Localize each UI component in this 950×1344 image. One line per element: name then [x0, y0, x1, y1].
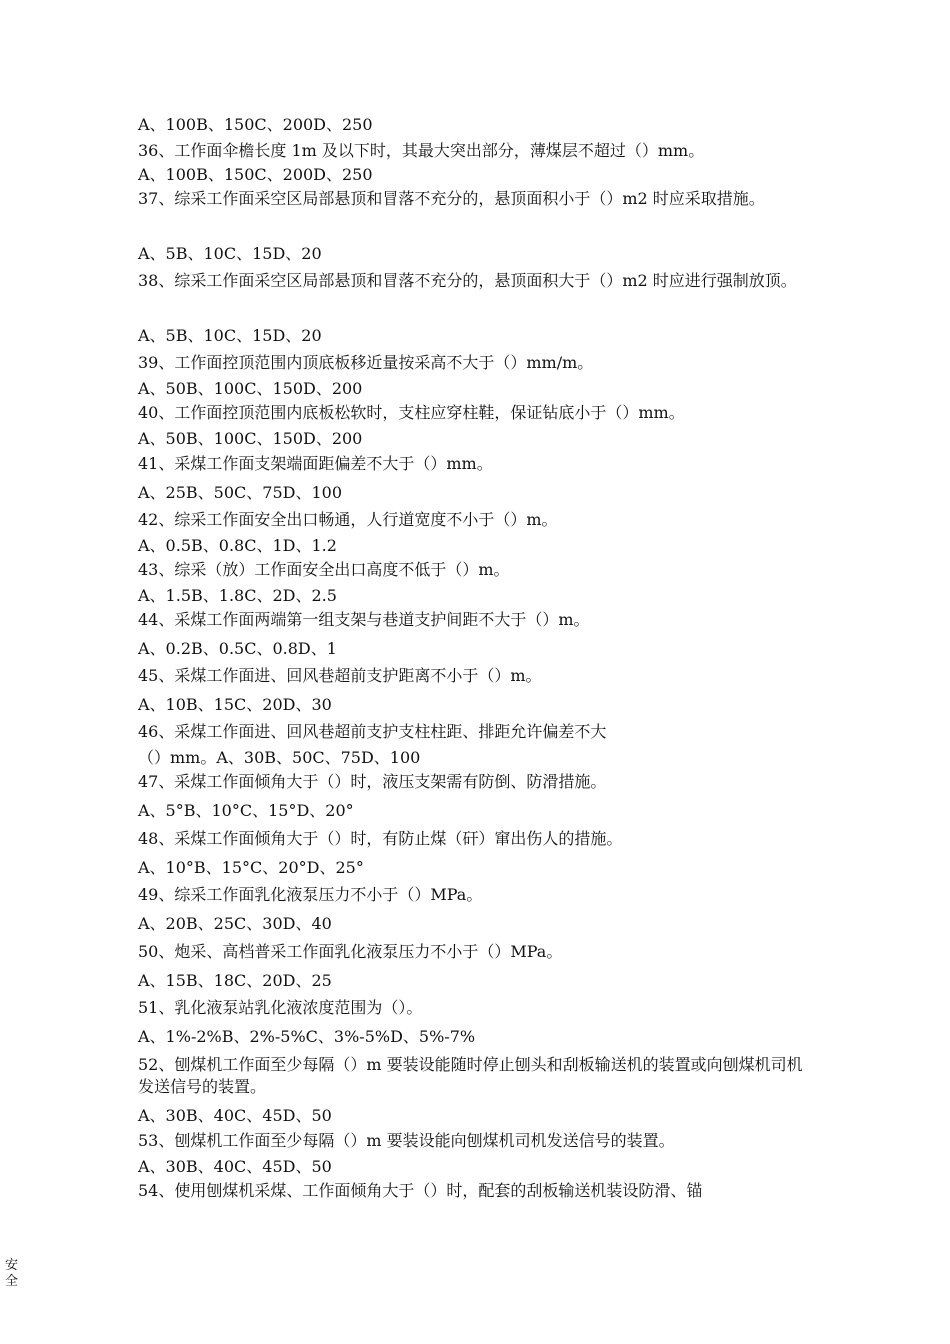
question-46: 46、采煤工作面进、回风巷超前支护支柱柱距、排距允许偏差不大 [138, 722, 607, 741]
question-36: 36、工作面伞檐长度 1m 及以下时，其最大突出部分，薄煤层不超过（）mm。 [138, 141, 705, 160]
answer-options: A、20B、25C、30D、40 [138, 914, 332, 933]
question-39: 39、工作面控顶范围内顶底板移近量按采高不大于（）mm/m。 [138, 353, 594, 372]
answer-options: A、100B、150C、200D、250 [138, 165, 373, 184]
question-40: 40、工作面控顶范围内底板松软时，支柱应穿柱鞋，保证钻底小于（）mm。 [138, 403, 685, 422]
answer-options: A、100B、150C、200D、250 [138, 115, 373, 134]
answer-options: A、1%-2%B、2%-5%C、3%-5%D、5%-7% [138, 1027, 476, 1046]
question-54: 54、使用刨煤机采煤、工作面倾角大于（）时，配套的刮板输送机装设防滑、锚 [138, 1181, 703, 1200]
footer-text: 全 [5, 1274, 19, 1289]
question-42: 42、综采工作面安全出口畅通，人行道宽度不小于（）m。 [138, 510, 558, 529]
question-46-continued: （）mm。A、30B、50C、75D、100 [138, 748, 421, 767]
question-38: 38、综采工作面采空区局部悬顶和冒落不充分的，悬顶面积大于（）m2 时应进行强制放顶。 [138, 271, 797, 290]
answer-options: A、0.2B、0.5C、0.8D、1 [138, 639, 337, 658]
answer-options: A、30B、40C、45D、50 [138, 1157, 332, 1176]
answer-options: A、50B、100C、150D、200 [138, 429, 363, 448]
question-45: 45、采煤工作面进、回风巷超前支护距离不小于（）m。 [138, 666, 542, 685]
answer-options: A、5°B、10°C、15°D、20° [138, 801, 354, 820]
answer-options: A、5B、10C、15D、20 [138, 244, 322, 263]
question-41: 41、采煤工作面支架端面距偏差不大于（）mm。 [138, 454, 493, 473]
question-50: 50、炮采、高档普采工作面乳化液泵压力不小于（）MPa。 [138, 942, 563, 961]
answer-options: A、0.5B、0.8C、1D、1.2 [138, 536, 337, 555]
answer-options: A、1.5B、1.8C、2D、2.5 [138, 586, 337, 605]
question-52: 52、刨煤机工作面至少每隔（）m 要装设能随时停止刨头和刮板输送机的装置或向刨煤机司机发送信号的装置。 [138, 1055, 803, 1096]
answer-options: A、15B、18C、20D、25 [138, 971, 332, 990]
question-44: 44、采煤工作面两端第一组支架与巷道支护间距不大于（）m。 [138, 610, 590, 629]
answer-options: A、50B、100C、150D、200 [138, 379, 363, 398]
question-48: 48、采煤工作面倾角大于（）时，有防止煤（矸）窜出伤人的措施。 [138, 829, 623, 848]
answer-options: A、25B、50C、75D、100 [138, 483, 343, 502]
footer-text: 安 [5, 1258, 19, 1273]
question-47: 47、采煤工作面倾角大于（）时，液压支架需有防倒、防滑措施。 [138, 772, 607, 791]
question-43: 43、综采（放）工作面安全出口高度不低于（）m。 [138, 560, 510, 579]
question-49: 49、综采工作面乳化液泵压力不小于（）MPa。 [138, 885, 483, 904]
question-51: 51、乳化液泵站乳化液浓度范围为（）。 [138, 998, 423, 1017]
question-53: 53、刨煤机工作面至少每隔（）m 要装设能向刨煤机司机发送信号的装置。 [138, 1131, 675, 1150]
answer-options: A、30B、40C、45D、50 [138, 1106, 332, 1125]
answer-options: A、10B、15C、20D、30 [138, 695, 332, 714]
answer-options: A、10°B、15°C、20°D、25° [138, 858, 364, 877]
answer-options: A、5B、10C、15D、20 [138, 326, 322, 345]
question-37: 37、综采工作面采空区局部悬顶和冒落不充分的，悬顶面积小于（）m2 时应采取措施。 [138, 189, 765, 208]
